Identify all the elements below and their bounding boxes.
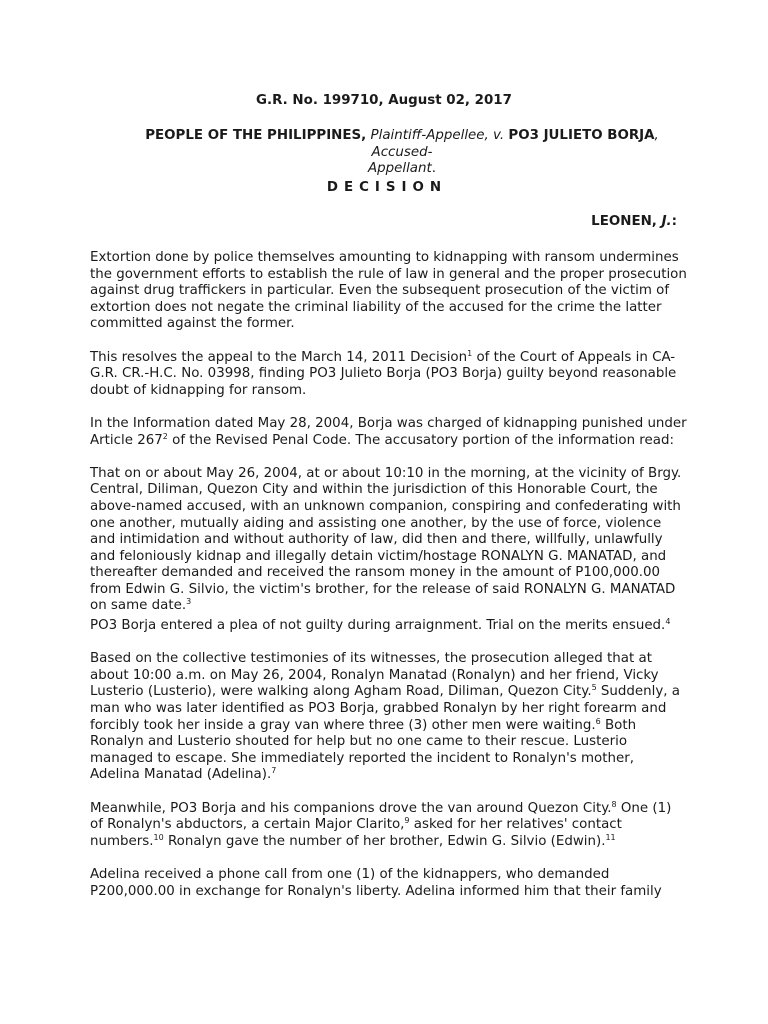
paragraph-text: PO3 Borja entered a plea of not guilty during arraignment. Trial on the merits ensued. (90, 618, 666, 634)
paragraph-3 (90, 416, 688, 449)
footnote-ref-3[interactable]: 3 (186, 597, 192, 607)
ponente-colon: : (671, 214, 677, 229)
paragraph-text: Suddenly, a man who was later identified as PO3 Borja, grabbed Ronalyn by her right forearm and forcibly took her inside a gray van where three (3) other men were waiting. (90, 684, 681, 733)
case-number-heading: G.R. No. 199710, August 02, 2017 (256, 93, 512, 108)
footnote-ref-7[interactable]: 7 (271, 766, 277, 776)
paragraph-text: Based on the collective testimonies of its witnesses, the prosecution alleged that at about 10:00 a.m. on May 26, 2004, Ronalyn Manatad (Ronalyn) and her friend, Vicky Lusterio (Lusterio), were walking along Agham Road, Diliman, Quezon City. (90, 651, 659, 700)
footnote-ref-8[interactable]: 8 (611, 799, 617, 809)
paragraph-7 (90, 801, 688, 851)
paragraph-5 (90, 618, 688, 635)
accused-role-cont: Appellant (367, 161, 432, 177)
paragraph-text: of the Court of Appeals in CA-G.R. CR.-H.C. No. 03998, finding PO3 Julieto Borja (PO3 Borja) guilty beyond reasonable doubt of kidnapping for ransom. (90, 349, 677, 398)
paragraph-text: That on or about May 26, 2004, at or about 10:10 in the morning, at the vicinity of Brgy. Central, Diliman, Quezon City and within the jurisdiction of this Honorable Court, the above-named accused, with an unknown companion, conspiring and confederating with one another, mutually aiding and assisting one another, by the use of force, violence and intimidation and without authority of law, did then and there, willfully, unlawfully and feloniously kidnap and illegally detain victim/hostage RONALYN G. MANATAD, and thereafter demanded and received the ransom money in the amount of P100,000.00 from Edwin G. Silvio, the victim's brother, for the release of said RONALYN G. MANATAD on same date. (90, 465, 682, 614)
footnote-ref-6[interactable]: 6 (595, 716, 601, 726)
ponente (591, 214, 677, 231)
plaintiff-name: PEOPLE OF THE PHILIPPINES, (145, 128, 367, 143)
paragraph-text: This resolves the appeal to the March 14, 2011 Decision (90, 349, 468, 365)
footnote-ref-10[interactable]: 10 (153, 832, 164, 842)
footnote-ref-9[interactable]: 9 (404, 816, 410, 826)
paragraph-4-quote (90, 466, 688, 615)
footnote-ref-4[interactable]: 4 (665, 617, 671, 627)
paragraph-text: Meanwhile, PO3 Borja and his companions drove the van around Quezon City. (90, 800, 612, 816)
paragraph-text: Both Ronalyn and Lusterio shouted for help but no one came to their rescue. Lusterio managed to escape. She immediately reported the incident to Ronalyn's mother, Adelina Manatad (Adelina). (90, 717, 637, 783)
footnote-ref-11[interactable]: 11 (605, 832, 616, 842)
decision-body (90, 250, 688, 917)
paragraph-text: One (1) of Ronalyn's abductors, a certain Major Clarito, (90, 800, 672, 833)
case-parties (120, 128, 684, 178)
decision-title: DECISION (326, 180, 448, 195)
accused-name: PO3 JULIETO BORJA (508, 128, 655, 143)
paragraph-text: Ronalyn gave the number of her brother, Edwin G. Silvio (Edwin). (163, 833, 606, 849)
accused-role: , Accused- (371, 128, 659, 160)
period: . (431, 161, 437, 177)
footnote-ref-2[interactable]: 2 (162, 431, 168, 441)
paragraph-6 (90, 651, 688, 784)
paragraph-text: of the Revised Penal Code. The accusatory portion of the information read: (167, 432, 674, 448)
paragraph-8: Adelina received a phone call from one (1) of the kidnappers, who demanded P200,000.00 in exchange for Ronalyn's liberty. Adelina informed him that their family (90, 866, 662, 899)
paragraph-2 (90, 350, 688, 400)
footnote-ref-5[interactable]: 5 (591, 683, 597, 693)
ponente-title: J. (661, 214, 672, 229)
footnote-ref-1[interactable]: 1 (467, 348, 473, 358)
ponente-name: LEONEN, (591, 214, 657, 229)
paragraph-text: In the Information dated May 28, 2004, Borja was charged of kidnapping punished under Article 267 (90, 415, 687, 448)
plaintiff-role: Plaintiff-Appellee, v. (370, 128, 505, 143)
paragraph-1: Extortion done by police themselves amounting to kidnapping with ransom undermines the government efforts to establish the rule of law in general and the proper prosecution against drug traffickers in particular. Even the subsequent prosecution of the victim of extortion does not negate the criminal liability of the accused for the crime the latter committed against the former. (90, 250, 687, 332)
paragraph-text: asked for her relatives' contact numbers. (90, 817, 622, 849)
